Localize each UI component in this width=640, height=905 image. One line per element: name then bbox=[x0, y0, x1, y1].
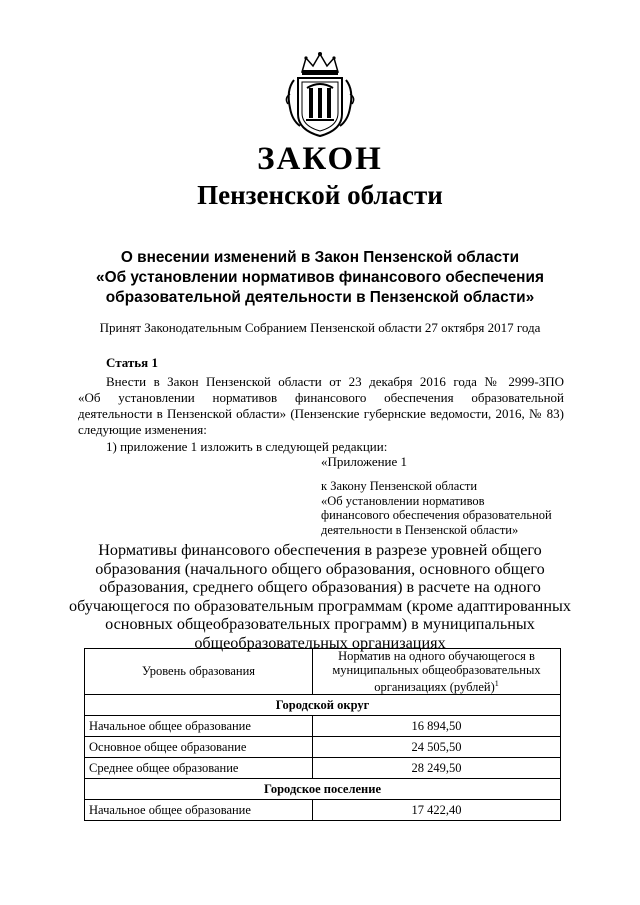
column-header-line-last bbox=[317, 677, 556, 694]
subject-line: О внесении изменений в Закон Пензенской области bbox=[120, 249, 520, 266]
article-item: 1) приложение 1 изложить в следующей редакции: bbox=[106, 439, 388, 454]
article-title: Статья 1 bbox=[106, 355, 158, 370]
normatives-title-line: Нормативы финансового обеспечения в разрезе уровней общего bbox=[98, 541, 542, 559]
normatives-title bbox=[40, 541, 600, 652]
subject-line: образовательной деятельности в Пензенской области» bbox=[105, 289, 535, 306]
appendix-label: «Приложение 1 bbox=[321, 454, 408, 469]
law-subject bbox=[60, 248, 580, 308]
law-title: ЗАКОН bbox=[257, 141, 383, 177]
level-cell: Среднее общее образование bbox=[85, 758, 313, 779]
table-group-row bbox=[85, 779, 561, 800]
level-cell: Начальное общее образование bbox=[85, 716, 313, 737]
subject-line: «Об установлении нормативов финансового обеспечения bbox=[96, 269, 544, 286]
adoption-statement: Принят Законодательным Собранием Пензенской области 27 октября 2017 года bbox=[99, 320, 541, 335]
table-header-row bbox=[85, 649, 561, 695]
table-group-row bbox=[85, 695, 561, 716]
column-header-norm bbox=[313, 649, 561, 695]
paragraph-line: деятельности в Пензенской области» (Пензенские губернские ведомости, 2016, № 83) bbox=[78, 406, 564, 421]
normatives-title-line: образования, среднего общего образования) в расчете на одного bbox=[99, 578, 541, 596]
value-cell: 16 894,50 bbox=[313, 716, 561, 737]
normatives-title-line: образования (начального общего образования, основного общего bbox=[95, 559, 545, 578]
appendix-line: финансового обеспечения образовательной bbox=[321, 508, 552, 522]
column-header-line: Норматив на одного обучающегося в bbox=[338, 649, 535, 663]
paragraph-line: Внести в Закон Пензенской области от 23 декабря 2016 года № 2999-ЗПО bbox=[106, 374, 564, 389]
appendix-line: деятельности в Пензенской области» bbox=[321, 522, 519, 537]
group-name: Городской округ bbox=[85, 695, 561, 716]
appendix-reference bbox=[321, 479, 552, 537]
normatives-title-line: основных общеобразовательных программ) в муниципальных bbox=[105, 615, 535, 633]
level-cell: Основное общее образование bbox=[85, 737, 313, 758]
table-row bbox=[85, 800, 561, 821]
normatives-title-line: обучающегося по образовательным программам (кроме адаптированных bbox=[69, 596, 571, 615]
paragraph-line: следующие изменения: bbox=[78, 422, 207, 437]
column-header-text: организациях (рублей) bbox=[374, 680, 495, 695]
coat-of-arms-icon bbox=[282, 50, 358, 140]
normatives-table bbox=[84, 648, 561, 821]
column-header-line: муниципальных общеобразовательных bbox=[332, 663, 541, 677]
appendix-line: к Закону Пензенской области bbox=[321, 479, 478, 493]
value-cell: 24 505,50 bbox=[313, 737, 561, 758]
value-cell: 17 422,40 bbox=[313, 800, 561, 821]
normatives-title-line: общеобразовательных организациях bbox=[194, 633, 446, 652]
table-row bbox=[85, 758, 561, 779]
level-cell: Начальное общее образование bbox=[85, 800, 313, 821]
table-row bbox=[85, 737, 561, 758]
table-row bbox=[85, 716, 561, 737]
article-paragraph bbox=[78, 374, 564, 438]
region-title: Пензенской области bbox=[197, 180, 443, 210]
column-header-level: Уровень образования bbox=[85, 649, 313, 695]
appendix-line: «Об установлении нормативов bbox=[321, 493, 485, 508]
paragraph-line: «Об установлении нормативов финансового обеспечения образовательной bbox=[78, 390, 564, 405]
value-cell: 28 249,50 bbox=[313, 758, 561, 779]
group-name: Городское поселение bbox=[85, 779, 561, 800]
footnote-marker: 1 bbox=[494, 679, 499, 688]
